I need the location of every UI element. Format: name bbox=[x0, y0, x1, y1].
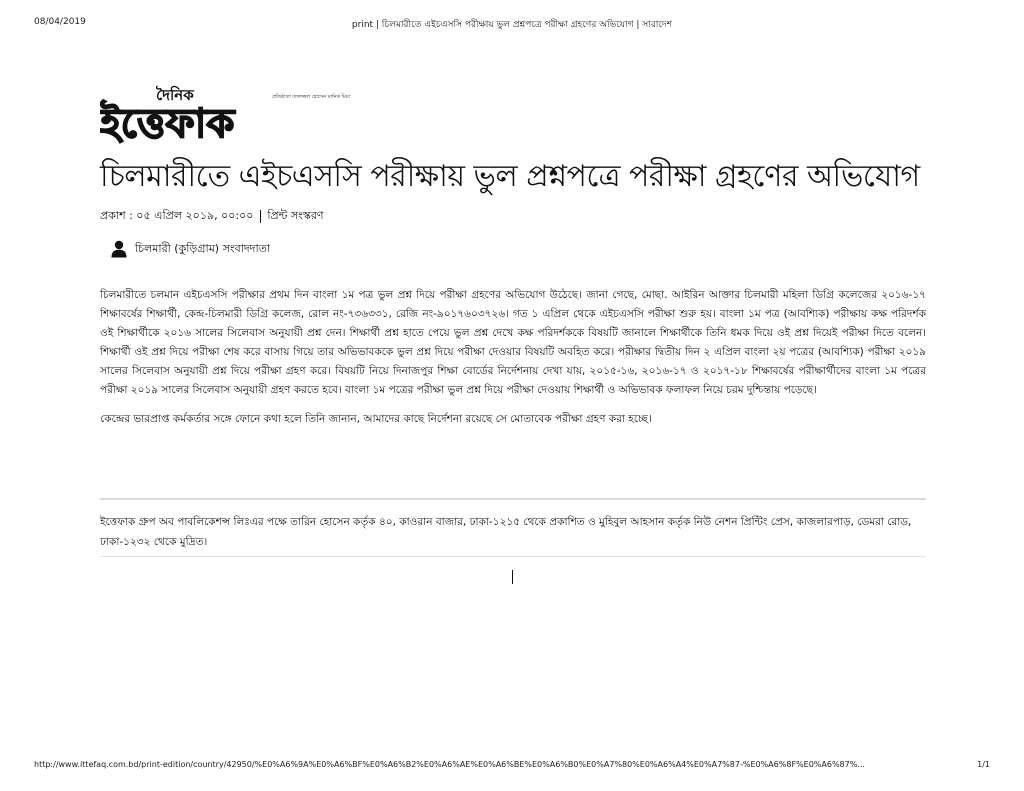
page-number: 1/1 bbox=[977, 760, 990, 769]
print-header bbox=[34, 17, 990, 31]
edition-label: প্রিন্ট সংস্করণ bbox=[267, 209, 324, 222]
logo-tagline: প্রতিষ্ঠাতা তফাজ্জল হোসেন মানিক মিয়া bbox=[272, 94, 351, 100]
page-url: http://www.ittefaq.com.bd/print-edition/country/42950/%E0%A6%9A%E0%A6%BF%E0%A6%B2%E0%A6%AE%E0%A6%BE%E0%A6%B0%E0%A7%80%E0%A6%A4%E0%A7%87-%E0%A6%8F%E0%A6%87%... bbox=[34, 760, 865, 769]
user-icon bbox=[110, 240, 128, 258]
logo-small-text: দৈনিক bbox=[156, 86, 194, 104]
byline-text: চিলমারী (কুড়িগ্রাম) সংবাদদাতা bbox=[135, 242, 271, 255]
ittefaq-logo bbox=[100, 85, 358, 145]
newspaper-masthead-logo bbox=[100, 85, 358, 145]
print-footer bbox=[34, 760, 990, 772]
article-body bbox=[100, 286, 926, 439]
article-headline: চিলমারীতে এইচএসসি পরীক্ষায় ভুল প্রশ্নপত্রে পরীক্ষা গ্রহণের অভিযোগ bbox=[100, 159, 920, 194]
article-meta bbox=[100, 208, 926, 224]
published-date: প্রকাশ : ০৫ এপ্রিল ২০১৯, ০০:০০ bbox=[100, 209, 254, 222]
text-cursor bbox=[512, 570, 513, 584]
article-paragraph: কেন্দ্রের ভারপ্রাপ্ত কর্মকর্তার সঙ্গে ফোনে কথা হলে তিনি জানান, আমাদের কাছে নির্দেশনা রয়েছে সে মোতাবেক পরীক্ষা গ্রহণ করা হচ্ছে। bbox=[100, 413, 652, 425]
publisher-imprint: ইত্তেফাক গ্রুপ অব পাবলিকেশন্স লিঃএর পক্ষে তারিন হোসেন কর্তৃক ৪০, কাওরান বাজার, ঢাকা-১২১৫ থেকে প্রকাশিত ও মুহিবুল আহসান কর্তৃক নিউ নেশন প্রিন্টিং প্রেস, কাজলারপাড়, ডেমরা রোড, ঢাকা-১২৩২ থেকে মুদ্রিত। bbox=[100, 498, 926, 557]
print-title: print | চিলমারীতে এইচএসসি পরীক্ষায় ভুল প্রশ্নপত্রে পরীক্ষা গ্রহণের অভিযোগ | সারাদেশ bbox=[351, 20, 673, 30]
print-date: 08/04/2019 bbox=[34, 17, 86, 27]
article-byline bbox=[110, 240, 936, 258]
article-paragraph: চিলমারীতে চলমান এইচএসসি পরীক্ষার প্রথম দিন বাংলা ১ম পত্র ভুল প্রশ্ন দিয়ে পরীক্ষা গ্রহণের অভিযোগ উঠেছে। জানা গেছে, মোছা. আইরিন আক্তার চিলমারী মহিলা ডিগ্রি কলেজের ২০১৬-১৭ শিক্ষাবর্ষের শিক্ষার্থী, কেন্দ্র-চিলমারী ডিগ্রি কলেজ, রোল নং-৭৩৬৩৩১, রেজি নং-৯০১৭৬০৩৭২৬। গত ১ এপ্রিল থেকে এইচএসসি পরীক্ষা শুরু হয়। বাংলা ১ম পত্র (আবশ্যিক) পরীক্ষায় কক্ষ পরিদর্শক ওই শিক্ষার্থীকে ২০১৬ সালের সিলেবাস অনুযায়ী প্রশ্ন দেন। শিক্ষার্থী প্রশ্ন হাতে পেয়ে ভুল প্রশ্ন দেখে কক্ষ পরিদর্শককে বিষয়টি জানালে শিক্ষার্থীকে তিনি ধমক দিয়ে ওই প্রশ্ন দিয়েই পরীক্ষা দিতে বলেন। শিক্ষার্থী ওই প্রশ্ন দিয়ে পরীক্ষা শেষ করে বাসায় গিয়ে তার অভিভাবককে ভুল প্রশ্ন দিয়ে পরীক্ষা দেওয়ার বিষয়টি অবহিত করে। পরীক্ষার দ্বিতীয় দিন ২ এপ্রিল বাংলা ২য় পত্রের (আবশ্যিক) পরীক্ষা ২০১৯ সালের সিলেবাস অনুযায়ী প্রশ্ন দিয়ে পরীক্ষা গ্রহণ করে। বিষয়টি নিয়ে দিনাজপুর শিক্ষা বোর্ডের নির্দেশনায় দেখা যায়, ২০১৫-১৬, ২০১৬-১৭ ও ২০১৭-১৮ শিক্ষাবর্ষের পরীক্ষার্থীদের বাংলা ১ম পত্রের পরীক্ষা ২০১৯ সালের সিলেবাস অনুযায়ী গ্রহণ করতে হবে। বাংলা ১ম পত্রের পরীক্ষা ভুল প্রশ্ন দিয়ে পরীক্ষা দেওয়ায় শিক্ষার্থী ও অভিভাবক ফলাফল নিয়ে চরম দুশ্চিন্তায় পড়েছে। bbox=[100, 289, 926, 396]
meta-separator bbox=[260, 210, 261, 223]
logo-main-text: ইত্তেফাক bbox=[100, 101, 235, 145]
